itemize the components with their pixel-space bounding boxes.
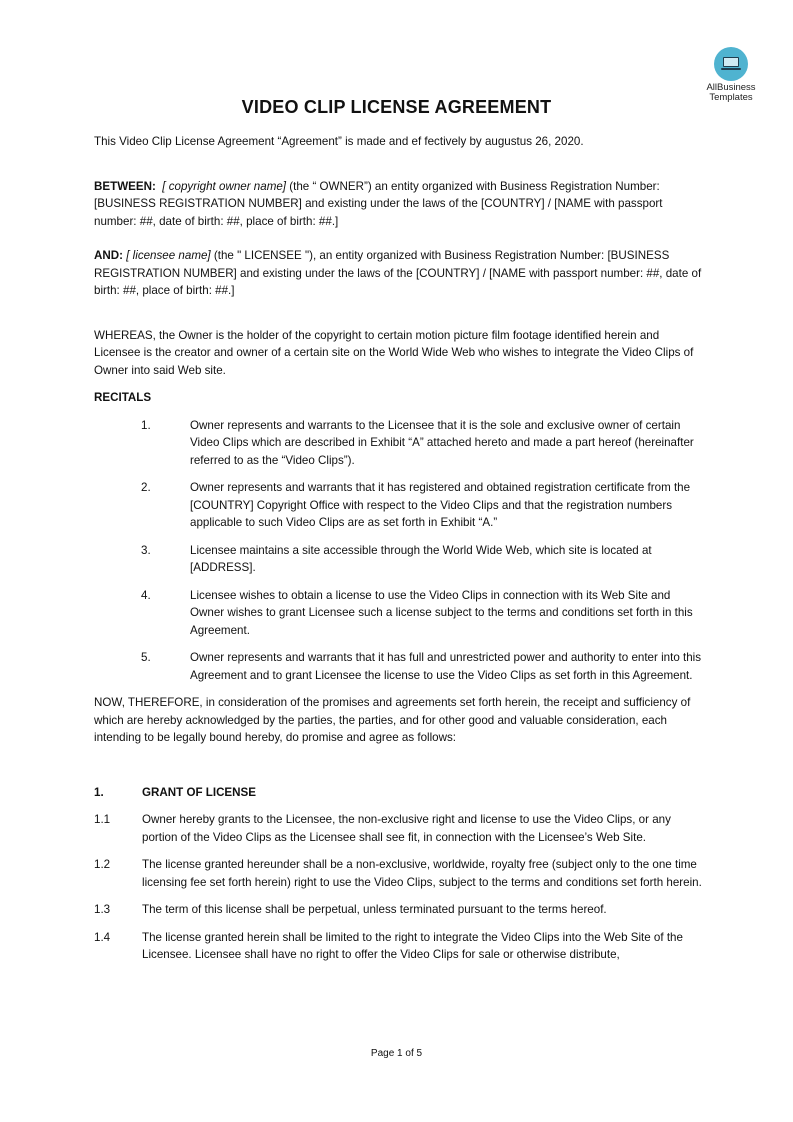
recitals-heading: RECITALS bbox=[94, 391, 152, 404]
clause-text: The license granted hereunder shall be a non-exclusive, worldwide, royalty free (subject only to the one time licensing fee set forth herein) right to use the Video Clips, subject to the terms and conditions set forth herein. bbox=[142, 858, 702, 889]
recital-item bbox=[94, 417, 704, 470]
between-label: BETWEEN: bbox=[94, 179, 156, 193]
document-title: VIDEO CLIP LICENSE AGREEMENT bbox=[241, 97, 552, 117]
clause-text: The license granted herein shall be limited to the right to integrate the Video Clips into the Web Site of the Licensee. Licensee shall have no right to offer the Video Clips for sale or otherwise distribute, bbox=[142, 930, 683, 961]
between-paragraph bbox=[94, 178, 704, 231]
and-text: (the " LICENSEE "), an entity organized with Business Registration Number: [BUSINESS REGISTRATION NUMBER] and existing under the laws of the [COUNTRY] / [NAME with passport number: ##, date of birth: ##, place of birth: ##.] bbox=[94, 249, 702, 297]
clause-item bbox=[94, 856, 704, 891]
clause-number: 1.3 bbox=[94, 903, 111, 916]
licensee-name-placeholder: [ licensee name] bbox=[126, 249, 211, 262]
recital-item bbox=[94, 649, 704, 684]
recital-number: 3. bbox=[141, 543, 151, 557]
clause-item bbox=[94, 811, 704, 846]
laptop-icon bbox=[714, 47, 748, 81]
owner-name-placeholder: [ copyright owner name] bbox=[162, 179, 287, 193]
recital-item bbox=[94, 542, 704, 577]
document-body bbox=[94, 133, 704, 964]
clause-number: 1.1 bbox=[94, 813, 111, 826]
logo-line-1: AllBusiness bbox=[706, 82, 756, 93]
and-label: AND: bbox=[94, 249, 123, 262]
recital-text: Licensee wishes to obtain a license to use the Video Clips in connection with its Web Site and Owner wishes to grant Licensee such a license subject to the terms and conditions set forth in this Agreement. bbox=[190, 588, 693, 637]
and-paragraph bbox=[94, 247, 704, 300]
recital-text: Owner represents and warrants that it has full and unrestricted power and authority to enter into this Agreement and to grant Licensee the license to use the Video Clips as set forth in this Agreement. bbox=[190, 651, 702, 682]
recital-number: 5. bbox=[141, 651, 151, 664]
section-heading bbox=[94, 784, 704, 802]
recital-number: 2. bbox=[141, 481, 151, 494]
recital-item bbox=[94, 479, 704, 532]
intro-paragraph: This Video Clip License Agreement “Agreement” is made and ef fectively by augustus 26, 2020. bbox=[94, 135, 584, 148]
clause-number: 1.4 bbox=[94, 930, 111, 944]
recital-number: 1. bbox=[141, 418, 151, 432]
section-number: 1. bbox=[94, 785, 104, 799]
recital-text: Owner represents and warrants to the Licensee that it is the sole and exclusive owner of certain Video Clips which are described in Exhibit “A” attached hereto and made a part hereof (hereinafter referred to as the “Video Clips”). bbox=[190, 418, 694, 467]
between-text: (the “ OWNER”) an entity organized with Business Registration Number: [BUSINESS REGISTRATION NUMBER] and existing under the laws of the [COUNTRY] / [NAME with passport number: ##, date of birth: ##, place of birth: ##.] bbox=[94, 179, 663, 228]
recital-number: 4. bbox=[141, 588, 151, 602]
clause-item bbox=[94, 929, 704, 964]
recital-text: Owner represents and warrants that it has registered and obtained registration certificate from the [COUNTRY] Copyright Office with respect to the Video Clips and that the registration numbers applicable to such Video Clips are as set forth in Exhibit “A.” bbox=[190, 481, 691, 529]
section-title: GRANT OF LICENSE bbox=[142, 785, 257, 799]
clause-number: 1.2 bbox=[94, 858, 111, 871]
page-number: Page 1 of 5 bbox=[370, 1048, 423, 1059]
now-therefore-paragraph: NOW, THEREFORE, in consideration of the promises and agreements set forth herein, the receipt and sufficiency of which are hereby acknowledged by the parties, the parties, and for other good and valuable consideration, each intending to be legally bound hereby, do promise and agree as follows: bbox=[94, 696, 691, 744]
recital-text: Licensee maintains a site accessible through the World Wide Web, which site is located at [ADDRESS]. bbox=[190, 543, 652, 574]
clause-text: Owner hereby grants to the Licensee, the non-exclusive right and license to use the Video Clips, or any portion of the Video Clips as the Licensee shall see fit, in connection with the Licensee’s Web Site. bbox=[142, 813, 671, 844]
recital-item bbox=[94, 587, 704, 640]
logo-line-2: Templates bbox=[709, 92, 753, 103]
allbusiness-templates-logo[interactable] bbox=[696, 47, 766, 103]
whereas-paragraph: WHEREAS, the Owner is the holder of the copyright to certain motion picture film footage identified herein and Licensee is the creator and owner of a certain site on the World Wide Web who wishes to integrate the Video Clips of Owner into said Web site. bbox=[94, 328, 694, 377]
clause-item bbox=[94, 901, 704, 919]
clause-text: The term of this license shall be perpetual, unless terminated pursuant to the terms hereof. bbox=[142, 903, 607, 916]
